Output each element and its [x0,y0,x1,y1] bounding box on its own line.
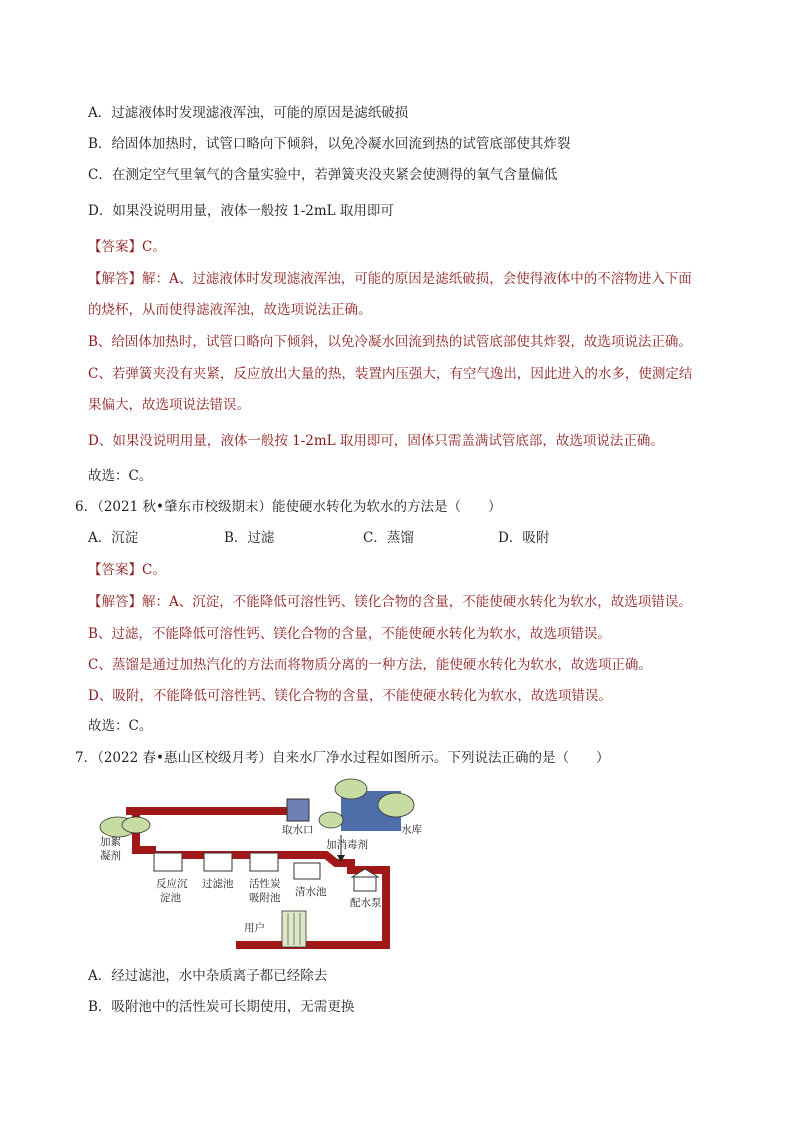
q5-answer: 【答案】C。 [88,239,166,255]
label-user: 用户 [244,922,265,934]
label-filter: 过滤池 [202,878,234,890]
bush-icon [122,817,150,833]
q5-analysis-line: 果偏大，故选项说法错误。 [88,397,250,413]
water-treatment-diagram [96,775,436,955]
clear-tank-icon [294,863,320,879]
settling-tank-icon [154,853,182,871]
q5-analysis-line: C、若弹簧夹没有夹紧，反应放出大量的热，装置内压强大，有空气逸出，因此进入的水多，使测定结 [88,366,693,382]
label-reservoir: 水库 [401,824,422,836]
q5-analysis-line: 的烧杯，从而使得滤液浑浊，故选项说法正确。 [88,302,372,318]
q6-answer: 【答案】C。 [88,562,166,578]
filter-tank-icon [204,853,232,871]
label-carbon: 吸附池 [249,892,281,904]
q6-analysis-line: C、蒸馏是通过加热汽化的方法而将物质分离的一种方法，能使硬水转化为软水，故选项正确。 [88,657,652,673]
q5-option-b: B．给固体加热时，试管口略向下倾斜，以免冷凝水回流到热的试管底部使其炸裂 [88,136,571,152]
q6-analysis-line: B、过滤，不能降低可溶性钙、镁化合物的含量，不能使硬水转化为软水，故选项错误。 [88,626,611,642]
q6-analysis-line: D、吸附，不能降低可溶性钙、镁化合物的含量，不能使硬水转化为软水，故选项错误。 [88,688,612,704]
carbon-tank-icon [250,853,278,871]
q5-option-a: A．过滤液体时发现滤液浑浊，可能的原因是滤纸破损 [88,105,409,121]
bush-icon [335,779,367,799]
q5-analysis-line: B、给固体加热时，试管口略向下倾斜，以免冷凝水回流到热的试管底部使其炸裂，故选项说法正确。 [88,334,692,350]
q7-stem: 7．（2022 春•惠山区校级月考）自来水厂净水过程如图所示。下列说法正确的是（ ） [75,750,610,766]
q6-option-a: A．沉淀 [88,530,139,546]
label-disinfectant: 加消毒剂 [326,839,368,851]
q6-analysis-line: 【解答】解：A、沉淀，不能降低可溶性钙、镁化合物的含量，不能使硬水转化为软水，故选项错误。 [88,594,692,610]
q6-conclusion: 故选：C。 [88,718,153,734]
q6-option-c: C．蒸馏 [363,530,414,546]
intake-pipe [132,807,296,815]
q5-analysis-line: D、如果没说明用量，液体一般按 1-2mL 取用即可，固体只需盖满试管底部，故选项说法正确。 [88,433,664,449]
label-coagulant: 凝剂 [100,850,121,862]
q5-analysis-line: 【解答】解：A、过滤液体时发现滤液浑浊，可能的原因是滤纸破损，会使得液体中的不溶物进入下面 [88,271,692,287]
q6-option-d: D．吸附 [498,530,550,546]
label-clear: 清水池 [295,886,327,898]
bush-icon [378,793,414,817]
bush-icon [319,812,343,828]
q7-option-a: A．经过滤池，水中杂质离子都已经除去 [88,968,328,984]
label-intake: 取水口 [282,824,314,836]
q5-option-c: C．在测定空气里氧气的含量实验中，若弹簧夹没夹紧会使测得的氧气含量偏低 [88,167,558,183]
q7-option-b: B．吸附池中的活性炭可长期使用，无需更换 [88,999,355,1015]
label-settling: 反应沉 [156,878,188,890]
q5-conclusion: 故选：C。 [88,468,153,484]
intake-icon [287,799,309,821]
label-coagulant: 加絮 [100,836,121,848]
label-carbon: 活性炭 [249,878,281,890]
q6-option-b: B．过滤 [224,530,275,546]
pump-icon [354,877,376,891]
q5-option-d: D．如果没说明用量，液体一般按 1-2mL 取用即可 [88,203,394,219]
label-pump: 配水泵 [350,897,382,909]
q6-stem: 6．（2021 秋•肇东市校级期末）能使硬水转化为软水的方法是（ ） [75,499,502,515]
label-settling: 淀池 [160,892,181,904]
